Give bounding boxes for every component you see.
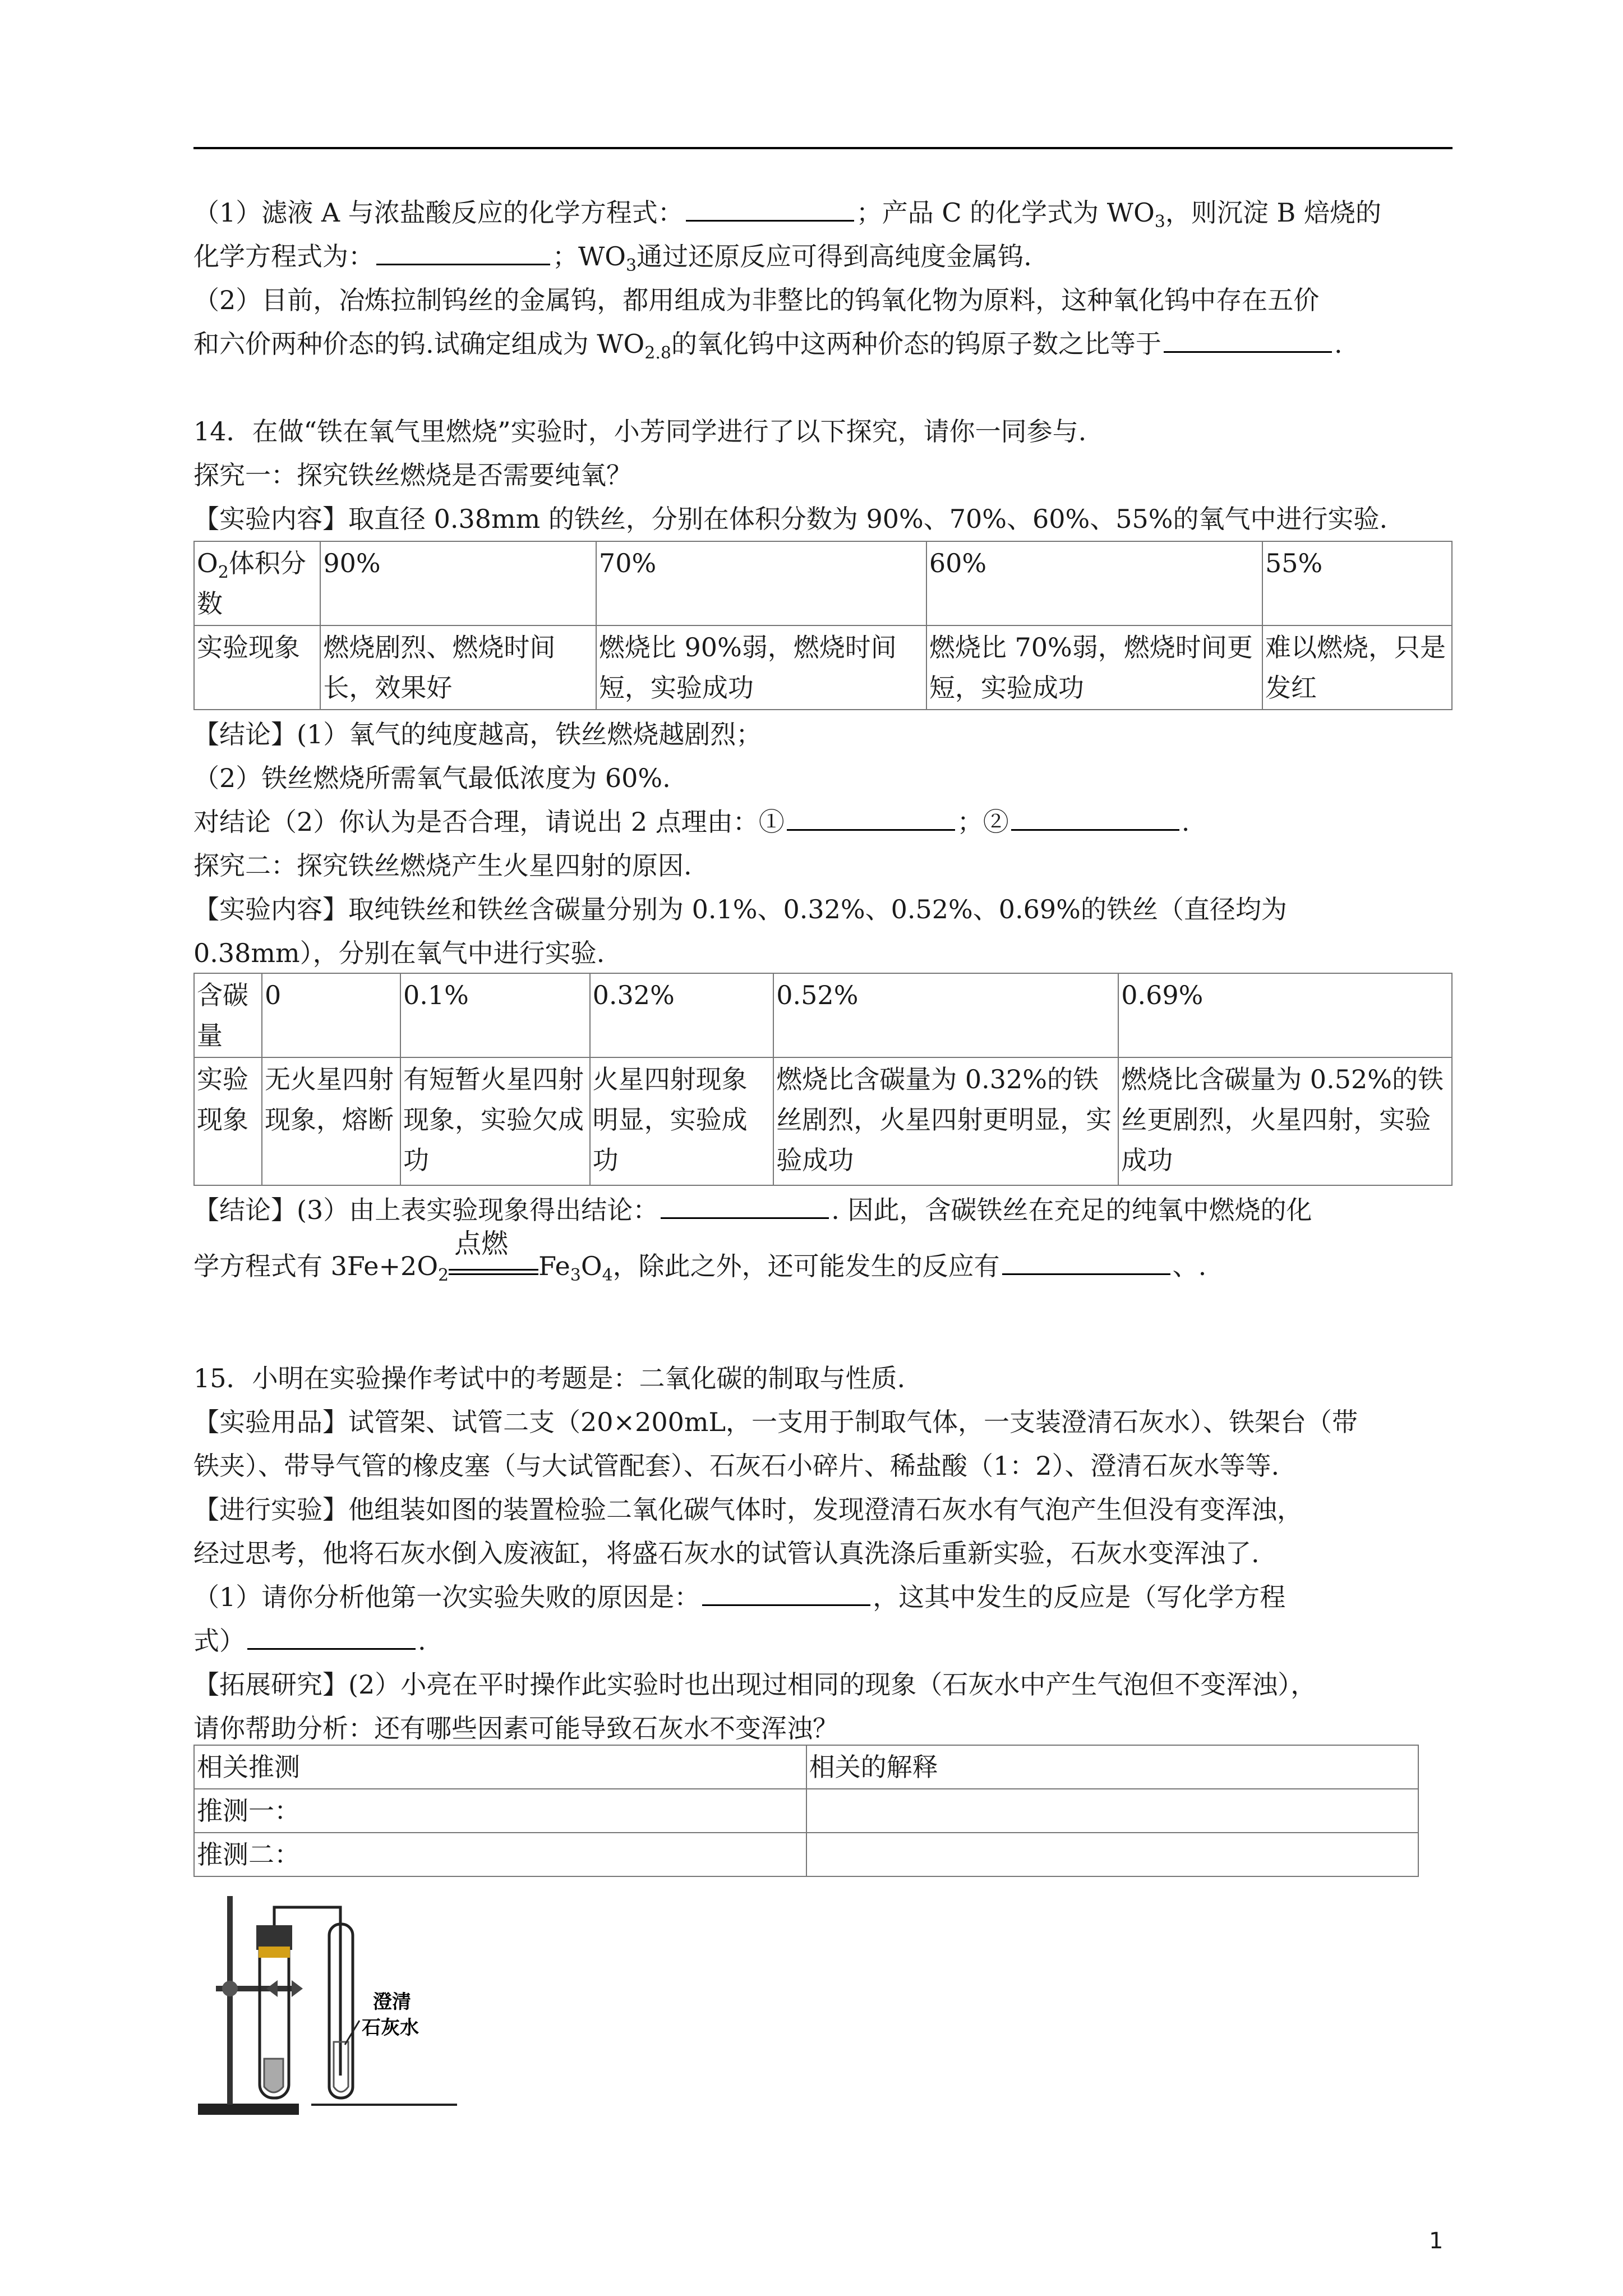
q14-conclusion3: 【结论】(3）由上表实验现象得出结论： . 因此，含碳铁丝在充足的纯氧中燃烧的化 bbox=[193, 1188, 1312, 1232]
table-cell: 有短暂火星四射现象，实验欠成功 bbox=[400, 1057, 590, 1185]
table-cell: 燃烧比 70%弱，燃烧时间更短，实验成功 bbox=[926, 625, 1262, 710]
q14-inquiry1: 探究一：探究铁丝燃烧是否需要纯氧？ bbox=[193, 460, 632, 490]
answer-blank bbox=[686, 192, 854, 222]
answer-blank bbox=[1011, 801, 1179, 831]
carbon-table bbox=[193, 973, 1453, 1186]
answer-blank bbox=[702, 1576, 870, 1606]
table-cell: 火星四射现象明显，实验成功 bbox=[590, 1057, 774, 1185]
stand-rod bbox=[227, 1896, 233, 2105]
table-header-cell: 0 bbox=[262, 973, 400, 1057]
answer-blank bbox=[661, 1189, 829, 1219]
figure-label: 石灰水 bbox=[362, 2017, 419, 2039]
q14-content2b: 0.38mm），分别在氧气中进行实验. bbox=[193, 938, 605, 968]
answer-blank bbox=[376, 236, 550, 265]
table-cell: 燃烧比含碳量为 0.52%的铁丝更剧烈，火星四射，实验成功 bbox=[1118, 1057, 1452, 1185]
table-cell: 难以燃烧，只是发红 bbox=[1262, 625, 1452, 710]
q13-line2: 化学方程式为： ；$WO_3$通过还原反应可得到高纯度金属钨. bbox=[193, 234, 1032, 278]
q14-judge: 对结论（2）你认为是否合理，请说出 2 点理由：① ；② . bbox=[193, 800, 1189, 844]
q15-q1: （1）请你分析他第一次实验失败的原因是： ，这其中发生的反应是（写化学方程 bbox=[193, 1575, 1285, 1619]
table-header-cell: $O_2$体积分数 bbox=[194, 541, 320, 625]
q14-conclusion1: 【结论】(1）氧气的纯度越高，铁丝燃烧越剧烈； bbox=[193, 719, 762, 749]
q15-items2: 铁夹）、带导气管的橡皮塞（与大试管配套）、石灰石小碎片、稀盐酸（1：2）、澄清石灰水等等. bbox=[193, 1451, 1280, 1481]
stand-base bbox=[198, 2104, 299, 2115]
q14-content2a: 【实验内容】取纯铁丝和铁丝含碳量分别为 0.1%、0.32%、0.52%、0.69%的铁丝（直径均为 bbox=[193, 894, 1287, 924]
q14-content1: 【实验内容】取直径 0.38mm 的铁丝，分别在体积分数为 90%、70%、60%、55%的氧气中进行实验. bbox=[193, 504, 1388, 534]
table-header-cell: 0.69% bbox=[1118, 973, 1452, 1057]
reaction-condition: 点燃 bbox=[449, 1244, 538, 1288]
q15-exp2: 经过思考，他将石灰水倒入废液缸，将盛石灰水的试管认真洗涤后重新实验，石灰水变浑浊了. bbox=[193, 1538, 1260, 1568]
table-header-cell: 0.32% bbox=[590, 973, 774, 1057]
oxygen-table bbox=[193, 541, 1453, 710]
table-header-cell: 70% bbox=[596, 541, 926, 625]
table-cell bbox=[806, 1833, 1418, 1876]
table-row-label: 推测二： bbox=[194, 1833, 806, 1876]
table-header-cell: 60% bbox=[926, 541, 1262, 625]
q14-title: 14．在做“铁在氧气里燃烧”实验时，小芳同学进行了以下探究，请你一同参与. bbox=[193, 416, 1087, 447]
q14-inquiry2: 探究二：探究铁丝燃烧产生火星四射的原因. bbox=[193, 850, 692, 881]
apparatus-figure bbox=[193, 1890, 474, 2120]
figure-label: 澄清 bbox=[373, 1991, 411, 2013]
table-header-cell: 0.52% bbox=[773, 973, 1118, 1057]
q15-exp1: 【进行实验】他组装如图的装置检验二氧化碳气体时，发现澄清石灰水有气泡产生但没有变浑浊， bbox=[193, 1494, 1303, 1525]
answer-blank bbox=[247, 1620, 416, 1650]
table-cell: 燃烧比含碳量为 0.32%的铁丝剧烈，火星四射更明显，实验成功 bbox=[773, 1057, 1118, 1185]
table-cell: 燃烧比 90%弱，燃烧时间短，实验成功 bbox=[596, 625, 926, 710]
q14-equation-line: 学方程式有 $3Fe+2O_2$ 点燃 $Fe_3O_4$，除此之外，还可能发生的反应有 、. bbox=[193, 1244, 1206, 1288]
q13-line3: （2）目前，冶炼拉制钨丝的金属钨，都用组成为非整比的钨氧化物为原料，这种氧化钨中存在五价 bbox=[193, 285, 1320, 315]
rubber-stopper bbox=[256, 1925, 292, 1950]
table-header-cell: 0.1% bbox=[400, 973, 590, 1057]
q15-ext1: 【拓展研究】(2）小亮在平时操作此实验时也出现过相同的现象（石灰水中产生气泡但不变浑浊）， bbox=[193, 1669, 1317, 1700]
header-rule bbox=[193, 147, 1453, 149]
limestone-pieces bbox=[264, 2059, 283, 2092]
table-cell: 燃烧剧烈、燃烧时间长，效果好 bbox=[320, 625, 596, 710]
table-header-cell: 含碳量 bbox=[194, 973, 262, 1057]
answer-blank bbox=[787, 801, 955, 831]
page-number: 1 bbox=[1429, 2228, 1444, 2254]
table-cell bbox=[806, 1789, 1418, 1833]
stopper-band bbox=[259, 1947, 290, 1958]
q15-items1: 【实验用品】试管架、试管二支（20×200mL，一支用于制取气体，一支装澄清石灰水）、铁架台（带 bbox=[193, 1407, 1358, 1437]
table-row-label: 实验现象 bbox=[194, 1057, 262, 1185]
q15-ext2: 请你帮助分析：还有哪些因素可能导致石灰水不变浑浊？ bbox=[193, 1713, 838, 1743]
q15-title: 15．小明在实验操作考试中的考题是：二氧化碳的制取与性质. bbox=[193, 1363, 906, 1393]
table-row-label: 推测一： bbox=[194, 1789, 806, 1833]
answer-blank bbox=[1164, 323, 1332, 353]
table-header-cell: 90% bbox=[320, 541, 596, 625]
q14-conclusion2: （2）铁丝燃烧所需氧气最低浓度为 60%. bbox=[193, 763, 671, 793]
q15-q1-cont: 式） . bbox=[193, 1619, 426, 1663]
q13-line4: 和六价两种价态的钨.试确定组成为 $WO_{2.8}$的氧化钨中这两种价态的钨原子数之比等于 . bbox=[193, 322, 1343, 366]
answer-blank bbox=[1002, 1245, 1170, 1275]
clamp-jaw bbox=[266, 1980, 278, 1997]
guess-table bbox=[193, 1745, 1419, 1877]
table-header-cell: 55% bbox=[1262, 541, 1452, 625]
clamp-jaw bbox=[292, 1980, 303, 1997]
table-row-label: 实验现象 bbox=[194, 625, 320, 710]
table-header-cell: 相关推测 bbox=[194, 1745, 806, 1789]
q13-line1: （1）滤液 A 与浓盐酸反应的化学方程式： ；产品 C 的化学式为 $WO_3$，则沉淀 B 焙烧的 bbox=[193, 191, 1381, 234]
clamp-knob bbox=[222, 1981, 238, 1996]
table-header-cell: 相关的解释 bbox=[806, 1745, 1418, 1789]
table-cell: 无火星四射现象，熔断 bbox=[262, 1057, 400, 1185]
